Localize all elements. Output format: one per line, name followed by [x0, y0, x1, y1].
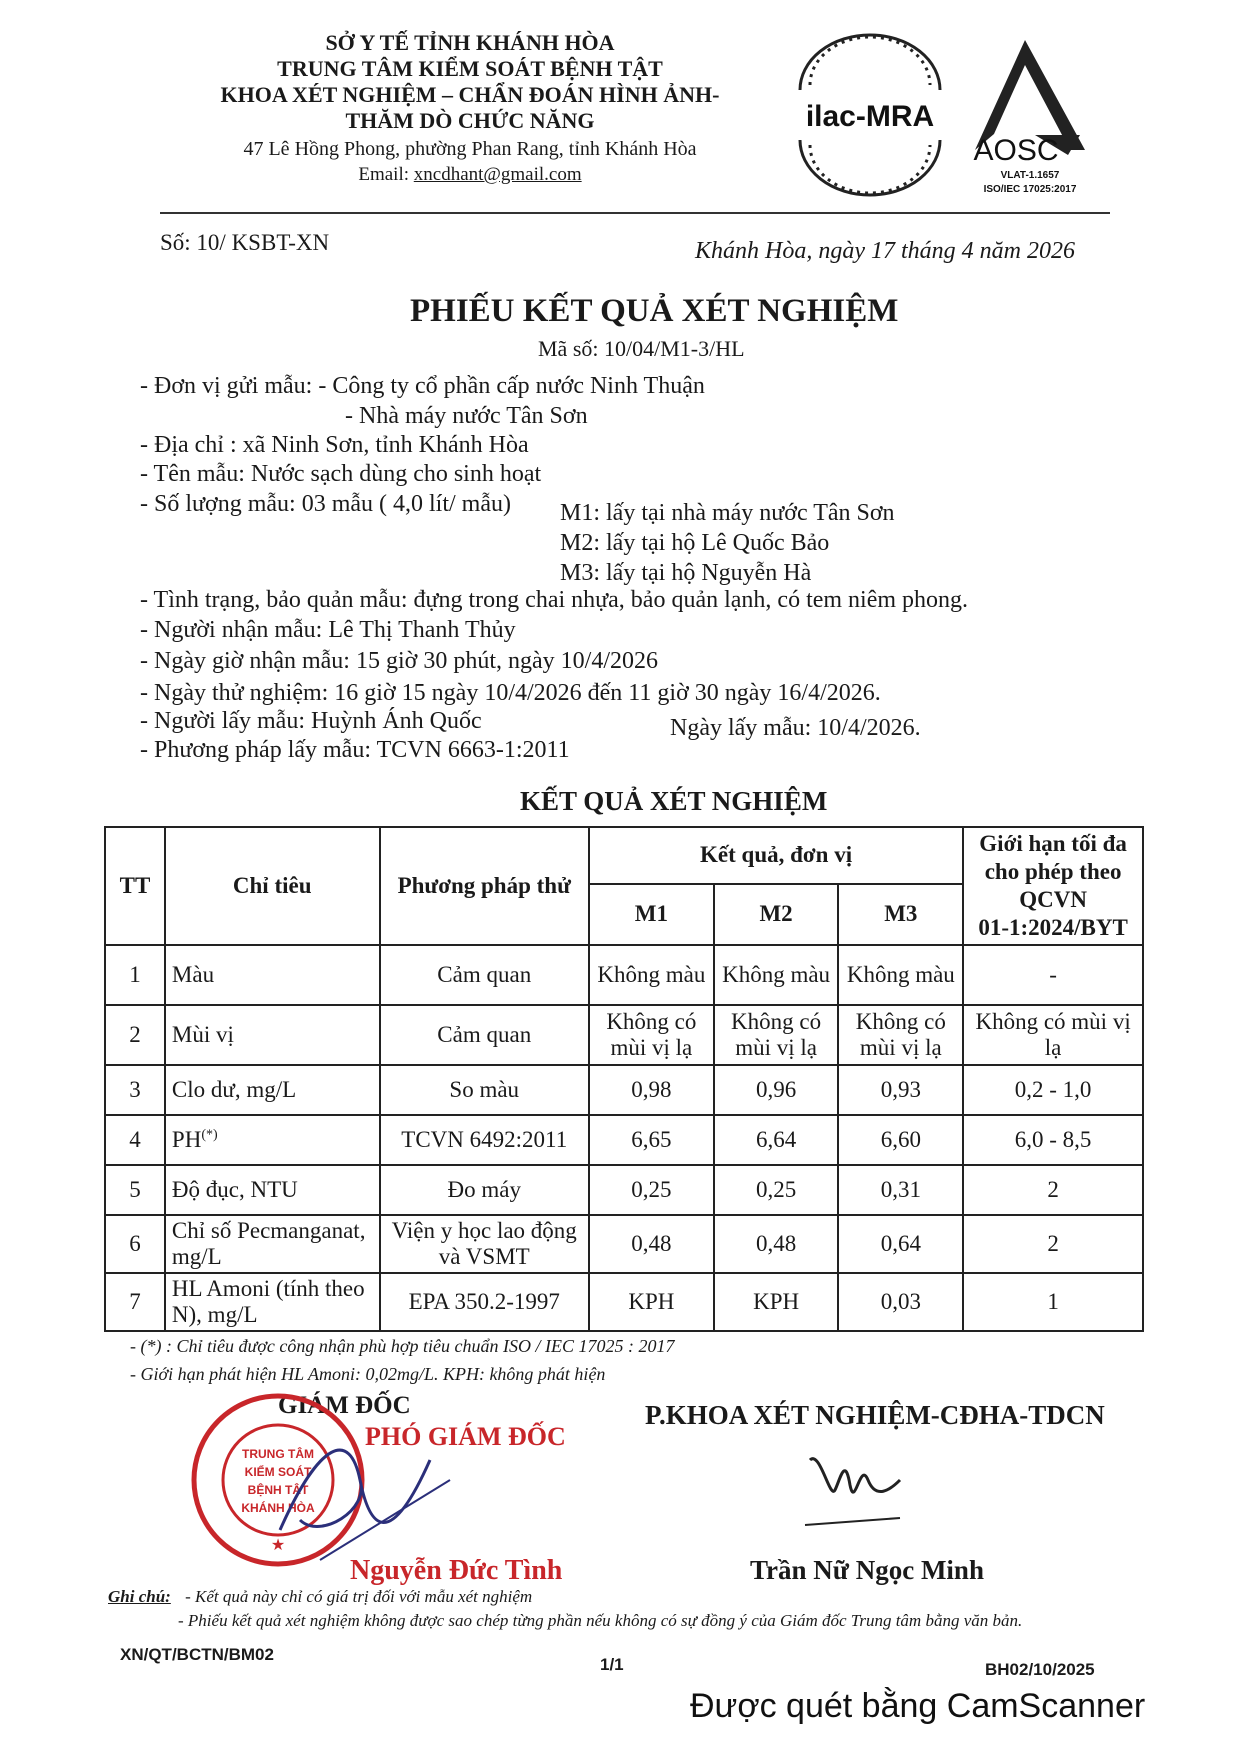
cell-tt: 6 [105, 1215, 165, 1273]
svg-text:★: ★ [270, 1537, 286, 1554]
table-row [105, 1005, 1143, 1065]
info-sample-date: Ngày lấy mẫu: 10/4/2026. [670, 715, 921, 741]
footer-version: BH02/10/2025 [985, 1660, 1095, 1679]
info-sampler: - Người lấy mẫu: Huỳnh Ánh Quốc [140, 708, 482, 734]
cell-m2: 0,48 [714, 1215, 839, 1273]
cell-method: Đo máy [380, 1165, 589, 1215]
header-m2: M2 [714, 884, 839, 945]
document-code: Mã số: 10/04/M1-3/HL [538, 336, 745, 361]
info-test-time: - Ngày thử nghiệm: 16 giờ 15 ngày 10/4/2026 đến 11 giờ 30 ngày 16/4/2026. [140, 680, 881, 706]
cell-m2: KPH [714, 1273, 839, 1331]
email-link[interactable]: xncdhant@gmail.com [413, 164, 582, 185]
cell-m2: Không có mùi vị lạ [714, 1005, 839, 1065]
ilac-aosc-logo [780, 30, 1110, 200]
table-header-row [105, 827, 1143, 884]
header-tt: TT [105, 827, 165, 945]
info-condition: - Tình trạng, bảo quản mẫu: đựng trong chai nhựa, bảo quản lạnh, có tem niêm phong. [140, 587, 969, 613]
cell-m1: Không có mùi vị lạ [589, 1005, 714, 1065]
sig-name-deputy: Nguyễn Đức Tình [350, 1555, 563, 1586]
cell-tt: 1 [105, 945, 165, 1005]
header-m3: M3 [838, 884, 963, 945]
header-line-2: TRUNG TÂM KIỂM SOÁT BỆNH TẬT [277, 56, 663, 81]
cell-method: Cảm quan [380, 1005, 589, 1065]
document-number: Số: 10/ KSBT-XN [160, 230, 330, 255]
ilac-mra-label: ilac-MRA [805, 100, 935, 133]
table-row [105, 1215, 1143, 1273]
cell-method: EPA 350.2-1997 [380, 1273, 589, 1331]
vlat-label: VLAT-1.1657 [1000, 170, 1060, 181]
header-limit-3: QCVN [1019, 887, 1087, 912]
cell-param: PH [171, 1127, 202, 1152]
table-row [105, 1065, 1143, 1115]
cell-param: Độ đục, NTU [165, 1165, 380, 1215]
cell-m1: Không màu [589, 945, 714, 1005]
header-result: Kết quả, đơn vị [589, 827, 963, 884]
cell-limit: - [963, 945, 1143, 1005]
header-line-3: KHOA XÉT NGHIỆM – CHẨN ĐOÁN HÌNH ẢNH- [220, 82, 720, 107]
info-method: - Phương pháp lấy mẫu: TCVN 6663-1:2011 [140, 737, 570, 763]
info-m3: M3: lấy tại hộ Nguyễn Hà [560, 560, 812, 586]
cell-limit: 1 [963, 1273, 1143, 1331]
accreditation-logos [780, 30, 1110, 200]
results-title: KẾT QUẢ XÉT NGHIỆM [520, 786, 828, 816]
cell-limit: 6,0 - 8,5 [963, 1115, 1143, 1165]
sig-title-department: P.KHOA XÉT NGHIỆM-CĐHA-TDCN [645, 1400, 1105, 1430]
header-line-4: THĂM DÒ CHỨC NĂNG [345, 108, 595, 133]
footer-form-code: XN/QT/BCTN/BM02 [120, 1645, 274, 1664]
results-table [104, 826, 1144, 1332]
header-email-row [160, 164, 780, 186]
table-row [105, 945, 1143, 1005]
note-iso: - (*) : Chỉ tiêu được công nhận phù hợp tiêu chuẩn ISO / IEC 17025 : 2017 [130, 1336, 675, 1356]
cell-tt: 2 [105, 1005, 165, 1065]
cell-m3: 0,93 [838, 1065, 963, 1115]
header-line-1: SỞ Y TẾ TỈNH KHÁNH HÒA [325, 30, 615, 55]
header-method: Phương pháp thử [380, 827, 589, 945]
cell-m3: 0,64 [838, 1215, 963, 1273]
aosc-label: AOSC [973, 134, 1059, 167]
info-m1: M1: lấy tại nhà máy nước Tân Sơn [560, 500, 895, 526]
header-limit-4: 01-1:2024/BYT [978, 915, 1128, 940]
cell-limit: 0,2 - 1,0 [963, 1065, 1143, 1115]
iso-label: ISO/IEC 17025:2017 [983, 184, 1077, 195]
cell-m2: 6,64 [714, 1115, 839, 1165]
cell-tt: 3 [105, 1065, 165, 1115]
cell-param: HL Amoni (tính theo N), mg/L [165, 1273, 380, 1331]
cell-limit: Không có mùi vị lạ [963, 1005, 1143, 1065]
note-amoni: - Giới hạn phát hiện HL Amoni: 0,02mg/L. KPH: không phát hiện [130, 1364, 606, 1384]
document-title: PHIẾU KẾT QUẢ XÉT NGHIỆM [410, 293, 899, 329]
remark-2: - Phiếu kết quả xét nghiệm không được sao chép từng phần nếu không có sự đồng ý của Giám đốc Trung tâm bằng văn bản. [178, 1611, 1023, 1630]
header-param: Chỉ tiêu [165, 827, 380, 945]
cell-method: Viện y học lao động và VSMT [380, 1215, 589, 1273]
cell-m1: 6,65 [589, 1115, 714, 1165]
header-limit-1: Giới hạn tối đa [979, 831, 1127, 856]
department-signature-icon [790, 1440, 920, 1540]
info-address: - Địa chỉ : xã Ninh Sơn, tỉnh Khánh Hòa [140, 432, 529, 458]
cell-m3: 6,60 [838, 1115, 963, 1165]
cell-limit: 2 [963, 1215, 1143, 1273]
table-row [105, 1273, 1143, 1331]
place-date: Khánh Hòa, ngày 17 tháng 4 năm 2026 [695, 238, 1075, 264]
cell-param-ph [165, 1115, 380, 1165]
info-receiver: - Người nhận mẫu: Lê Thị Thanh Thủy [140, 617, 516, 643]
info-sender-2: - Nhà máy nước Tân Sơn [345, 403, 588, 429]
cell-method: TCVN 6492:2011 [380, 1115, 589, 1165]
cell-tt: 7 [105, 1273, 165, 1331]
cell-m2: Không màu [714, 945, 839, 1005]
cell-m2: 0,96 [714, 1065, 839, 1115]
remarks [108, 1585, 1022, 1633]
sig-title-director: GIÁM ĐỐC [278, 1392, 411, 1419]
stamp-text: TRUNG TÂM KIỂM SOÁT BỆNH TẬT KHÁNH HÒA [241, 1447, 315, 1515]
cell-m3: 0,31 [838, 1165, 963, 1215]
cell-limit: 2 [963, 1165, 1143, 1215]
info-m2: M2: lấy tại hộ Lê Quốc Bảo [560, 530, 830, 556]
cell-param: Clo dư, mg/L [165, 1065, 380, 1115]
cell-m3: Không có mùi vị lạ [838, 1005, 963, 1065]
sig-name-department: Trần Nữ Ngọc Minh [750, 1555, 984, 1585]
cell-param: Chỉ số Pecmanganat, mg/L [165, 1215, 380, 1273]
header-m1: M1 [589, 884, 714, 945]
cell-tt: 5 [105, 1165, 165, 1215]
cell-m1: 0,98 [589, 1065, 714, 1115]
info-sender: - Đơn vị gửi mẫu: - Công ty cổ phần cấp nước Ninh Thuận [140, 373, 705, 399]
email-label: Email: [358, 164, 410, 185]
cell-m2: 0,25 [714, 1165, 839, 1215]
header-limit [963, 827, 1143, 945]
cell-m3: 0,03 [838, 1273, 963, 1331]
cell-method: Cảm quan [380, 945, 589, 1005]
cell-m3: Không màu [838, 945, 963, 1005]
cell-m1: KPH [589, 1273, 714, 1331]
cell-param: Mùi vị [165, 1005, 380, 1065]
footer-page: 1/1 [600, 1655, 624, 1674]
deputy-signature-icon [260, 1420, 460, 1570]
info-sample-name: - Tên mẫu: Nước sạch dùng cho sinh hoạt [140, 461, 542, 487]
remarks-label: Ghi chú: [108, 1587, 171, 1606]
cell-param-sup: (*) [201, 1127, 218, 1143]
sig-title-deputy: PHÓ GIÁM ĐỐC [365, 1422, 566, 1451]
remark-1: - Kết quả này chỉ có giá trị đối với mẫu xét nghiệm [185, 1587, 533, 1606]
info-sample-count: - Số lượng mẫu: 03 mẫu ( 4,0 lít/ mẫu) [140, 491, 511, 517]
cell-param: Màu [165, 945, 380, 1005]
header-divider [160, 212, 1110, 214]
header-limit-2: cho phép theo [984, 859, 1122, 884]
info-received-time: - Ngày giờ nhận mẫu: 15 giờ 30 phút, ngày 10/4/2026 [140, 648, 658, 674]
camscanner-watermark: Được quét bằng CamScanner [690, 1687, 1146, 1725]
cell-tt: 4 [105, 1115, 165, 1165]
header-address: 47 Lê Hồng Phong, phường Phan Rang, tỉnh Khánh Hòa [243, 138, 697, 160]
cell-method: So màu [380, 1065, 589, 1115]
table-row [105, 1165, 1143, 1215]
table-row [105, 1115, 1143, 1165]
cell-m1: 0,48 [589, 1215, 714, 1273]
cell-m1: 0,25 [589, 1165, 714, 1215]
